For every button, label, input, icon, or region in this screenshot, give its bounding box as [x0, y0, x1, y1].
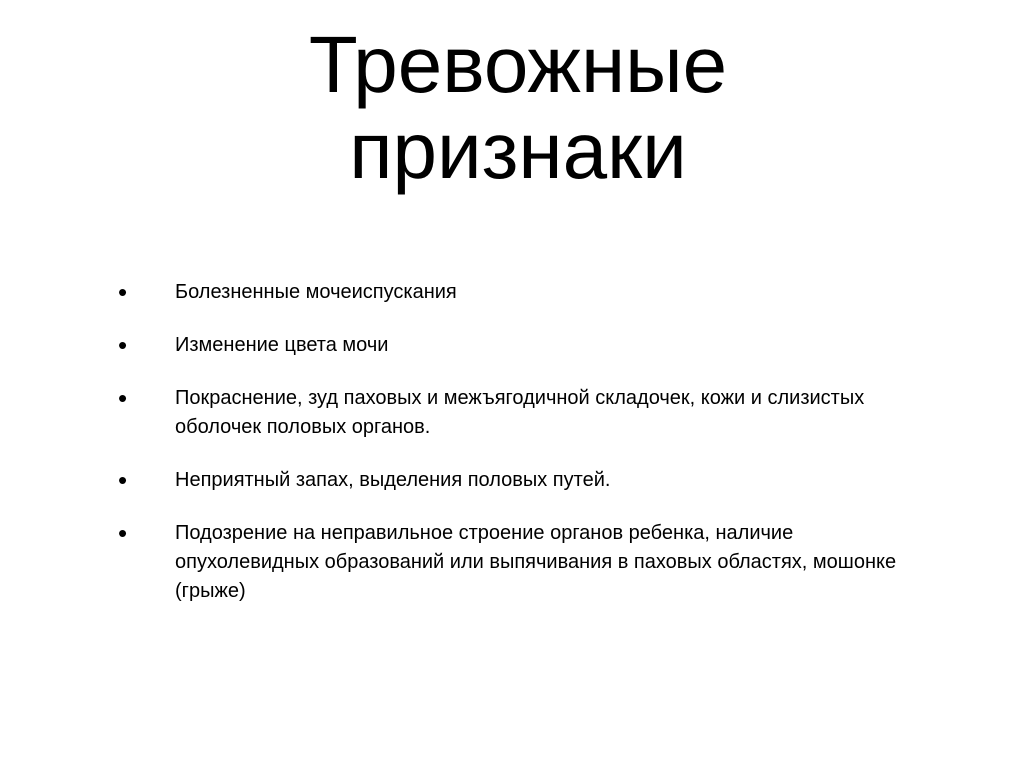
bullet-text-1: Болезненные мочеиспускания [175, 281, 457, 303]
bullet-text-5: Подозрение на неправильное строение органов ребенка, наличие опухолевидных образований или выпячивания в паховых областях, мошонке (грыже) [175, 522, 897, 602]
bullet-dot-icon: • [118, 518, 128, 548]
bullet-item-4 [118, 466, 918, 495]
slide-title-line-1: Тревожные [308, 20, 728, 109]
bullet-dot-icon: • [118, 277, 128, 307]
bullet-item-5 [118, 519, 918, 606]
bullet-dot-icon: • [118, 465, 128, 495]
bullet-item-3 [118, 384, 918, 442]
slide-title [212, 22, 824, 194]
bullet-dot-icon: • [118, 330, 128, 360]
bullet-text-3: Покраснение, зуд паховых и межъягодичной складочек, кожи и слизистых оболочек половых органов. [175, 387, 865, 438]
bullet-item-2 [118, 331, 918, 360]
bullet-list [118, 278, 918, 630]
bullet-text-2: Изменение цвета мочи [175, 334, 389, 356]
bullet-text-4: Неприятный запах, выделения половых путей. [175, 469, 611, 491]
bullet-item-1 [118, 278, 918, 307]
bullet-dot-icon: • [118, 383, 128, 413]
slide-title-line-2: признаки [349, 106, 687, 195]
